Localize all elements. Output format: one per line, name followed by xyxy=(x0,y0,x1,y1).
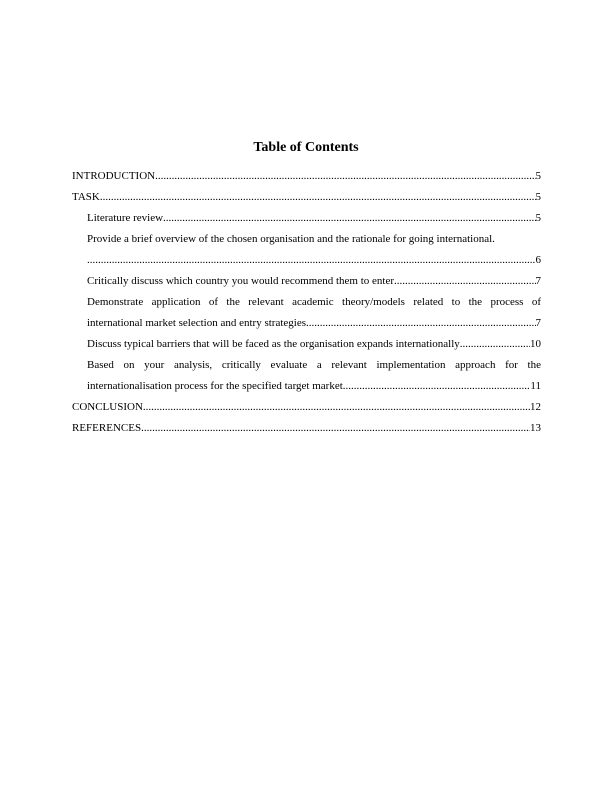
toc-entry-literature-review[interactable] xyxy=(72,208,541,229)
toc-entry-text: Literature review xyxy=(87,212,164,224)
toc-page-number: 7 xyxy=(535,275,541,287)
toc-page-number: 6 xyxy=(535,254,541,266)
toc-entry-text-line1 xyxy=(72,292,541,313)
toc-entry-academic-theory[interactable] xyxy=(72,292,541,334)
toc-page-number: 10 xyxy=(530,338,541,350)
toc-entry-text-line1-content: Based on your analysis, critically evaluate a relevant implementation approach for the xyxy=(87,359,541,371)
toc-entry-text-line1 xyxy=(72,355,541,376)
toc-page-number: 12 xyxy=(530,401,541,413)
toc-leader-dots xyxy=(87,250,536,271)
toc-leader-dots xyxy=(306,313,535,334)
toc-entry-task[interactable] xyxy=(72,187,541,208)
toc-leader-dots xyxy=(141,418,530,439)
toc-entry-introduction[interactable] xyxy=(72,166,541,187)
toc-entry-references[interactable] xyxy=(72,418,541,439)
table-of-contents xyxy=(72,166,541,439)
toc-entry-text: REFERENCES xyxy=(72,422,142,434)
toc-leader-dots xyxy=(100,187,536,208)
toc-page-number: 5 xyxy=(535,191,541,203)
toc-title: Table of Contents xyxy=(253,140,359,155)
toc-entry-text: INTRODUCTION xyxy=(72,170,156,182)
toc-entry-text: international market selection and entry strategies xyxy=(87,317,307,329)
toc-entry-conclusion[interactable] xyxy=(72,397,541,418)
toc-leader-dots xyxy=(460,334,530,355)
toc-entry-text-line1-content: Demonstrate application of the relevant academic theory/models related to the process of xyxy=(87,296,541,308)
toc-leader-dots xyxy=(155,166,535,187)
toc-entry-text-line2 xyxy=(72,376,541,397)
toc-page-number: 7 xyxy=(535,317,541,329)
toc-page-number: 13 xyxy=(530,422,541,434)
toc-leader-dots xyxy=(343,376,531,397)
toc-entry-text: CONCLUSION xyxy=(72,401,143,413)
toc-entry-text: Discuss typical barriers that will be faced as the organisation expands internationally xyxy=(87,338,460,350)
toc-entry-organisation-overview[interactable] xyxy=(72,229,541,271)
toc-entry-text-line1: Provide a brief overview of the chosen organisation and the rationale for going international. xyxy=(87,233,495,245)
toc-entry-text-line2 xyxy=(72,313,541,334)
toc-page-number: 11 xyxy=(530,380,541,392)
toc-leader-dots xyxy=(394,271,535,292)
toc-leader-dots xyxy=(143,397,530,418)
toc-entry-text: internationalisation process for the specified target market xyxy=(87,380,343,392)
toc-entry-country-recommendation[interactable] xyxy=(72,271,541,292)
toc-entry-barriers[interactable] xyxy=(72,334,541,355)
toc-entry-leader-line xyxy=(72,250,541,271)
toc-entry-implementation-approach[interactable] xyxy=(72,355,541,397)
toc-entry-text: Critically discuss which country you would recommend them to enter xyxy=(87,275,395,287)
toc-leader-dots xyxy=(163,208,535,229)
toc-page-number: 5 xyxy=(535,212,541,224)
toc-entry-text: TASK xyxy=(72,191,100,203)
toc-page-number: 5 xyxy=(535,170,541,182)
